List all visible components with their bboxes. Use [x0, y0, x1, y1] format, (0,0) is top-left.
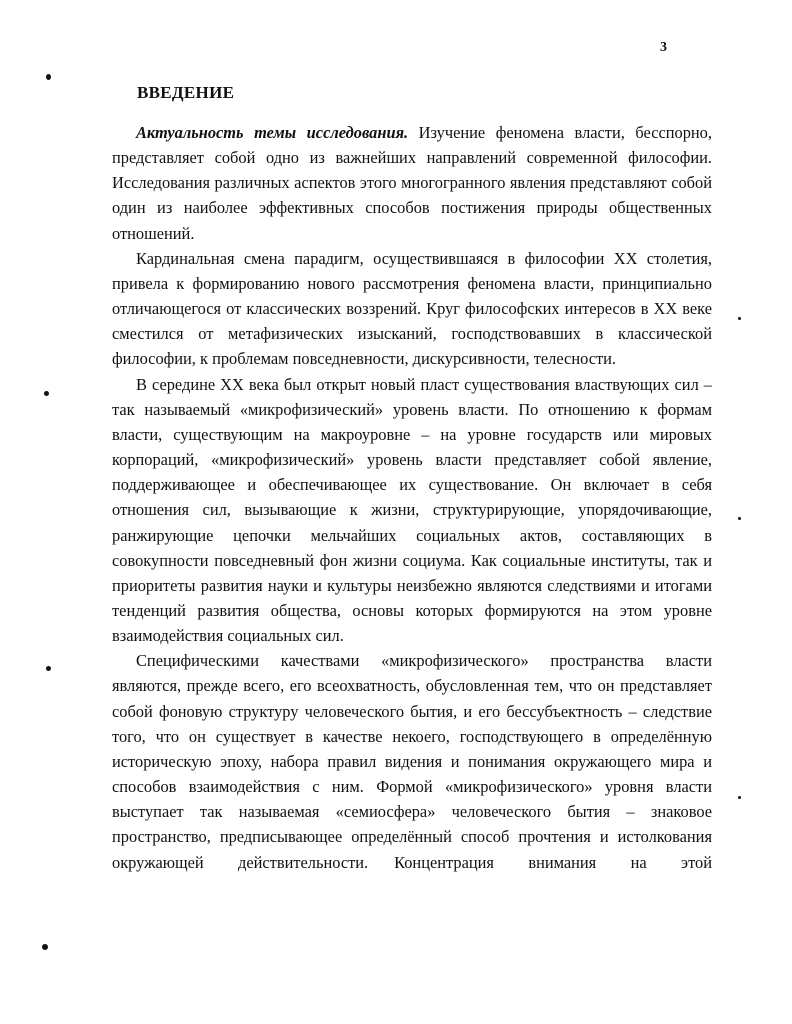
paragraph-relevance [112, 120, 712, 246]
scan-speck [46, 74, 51, 80]
paragraph-text: Изучение феномена власти, бесспорно, представляет собой одно из важнейших направлений современной философии. Исследования различных аспектов этого многогранного явления представляют собой один из наиболее эффективных способов постижения природы общественных отношений. [112, 123, 712, 243]
relevance-lead-in: Актуальность темы исследования. [136, 123, 409, 142]
paragraph-text: Специфическими качествами «микрофизического» пространства власти являются, прежде всего, его всеохватность, обусловленная тем, что он представляет собой фоновую структуру человеческого бытия, и его бессубъектность – следствие того, что он существует в качестве некоего, господствующего в определённую историческую эпоху, набора правил видения и понимания окружающего мира и способов взаимодействия с ним. Формой «микрофизического» уровня власти выступает так называемая «семиосфера» человеческого бытия – знаковое пространство, предписывающее определённый способ прочтения и истолкования окружающей действительности. [112, 651, 712, 872]
paragraph-specific-qualities [112, 648, 712, 874]
section-heading: ВВЕДЕНИЕ [137, 83, 235, 102]
paragraph-continued-text: Концентрация внимания на этой [394, 852, 712, 872]
paragraph-paradigm-shift: Кардинальная смена парадигм, осуществившаяся в философии XX столетия, привела к формированию нового рассмотрения феномена власти, принципиально отличающегося от классических воззрений. Круг философских интересов в XX веке сместился от метафизических изысканий, господствовавших в классической философии, к проблемам повседневности, дискурсивности, телесности. [112, 248, 712, 369]
scan-speck [42, 944, 48, 950]
scan-speck [738, 796, 741, 799]
scan-speck [738, 517, 741, 520]
scan-speck [46, 666, 51, 671]
scan-speck [738, 317, 741, 320]
page-number: 3 [660, 40, 667, 55]
scan-speck [44, 391, 49, 396]
body-text [112, 120, 712, 875]
paragraph-microphysical-level: В середине XX века был открыт новый пласт существования властвующих сил – так называемый «микрофизический» уровень власти. По отношению к формам власти, существующим на макроуровне – на уровне государств или мировых корпораций, «микрофизический» уровень власти представляет собой явление, поддерживающее и обеспечивающее их существование. Он включает в себя отношения сил, вызывающие к жизни, структурирующие, упорядочивающие, ранжирующие цепочки мельчайших социальных актов, составляющих в совокупности повседневный фон жизни социума. Как социальные институты, так и приоритеты развития науки и культуры неизбежно являются следствиями и итогами тенденций развития общества, основы которых формируются на этом уровне взаимодействия социальных сил. [112, 374, 712, 646]
